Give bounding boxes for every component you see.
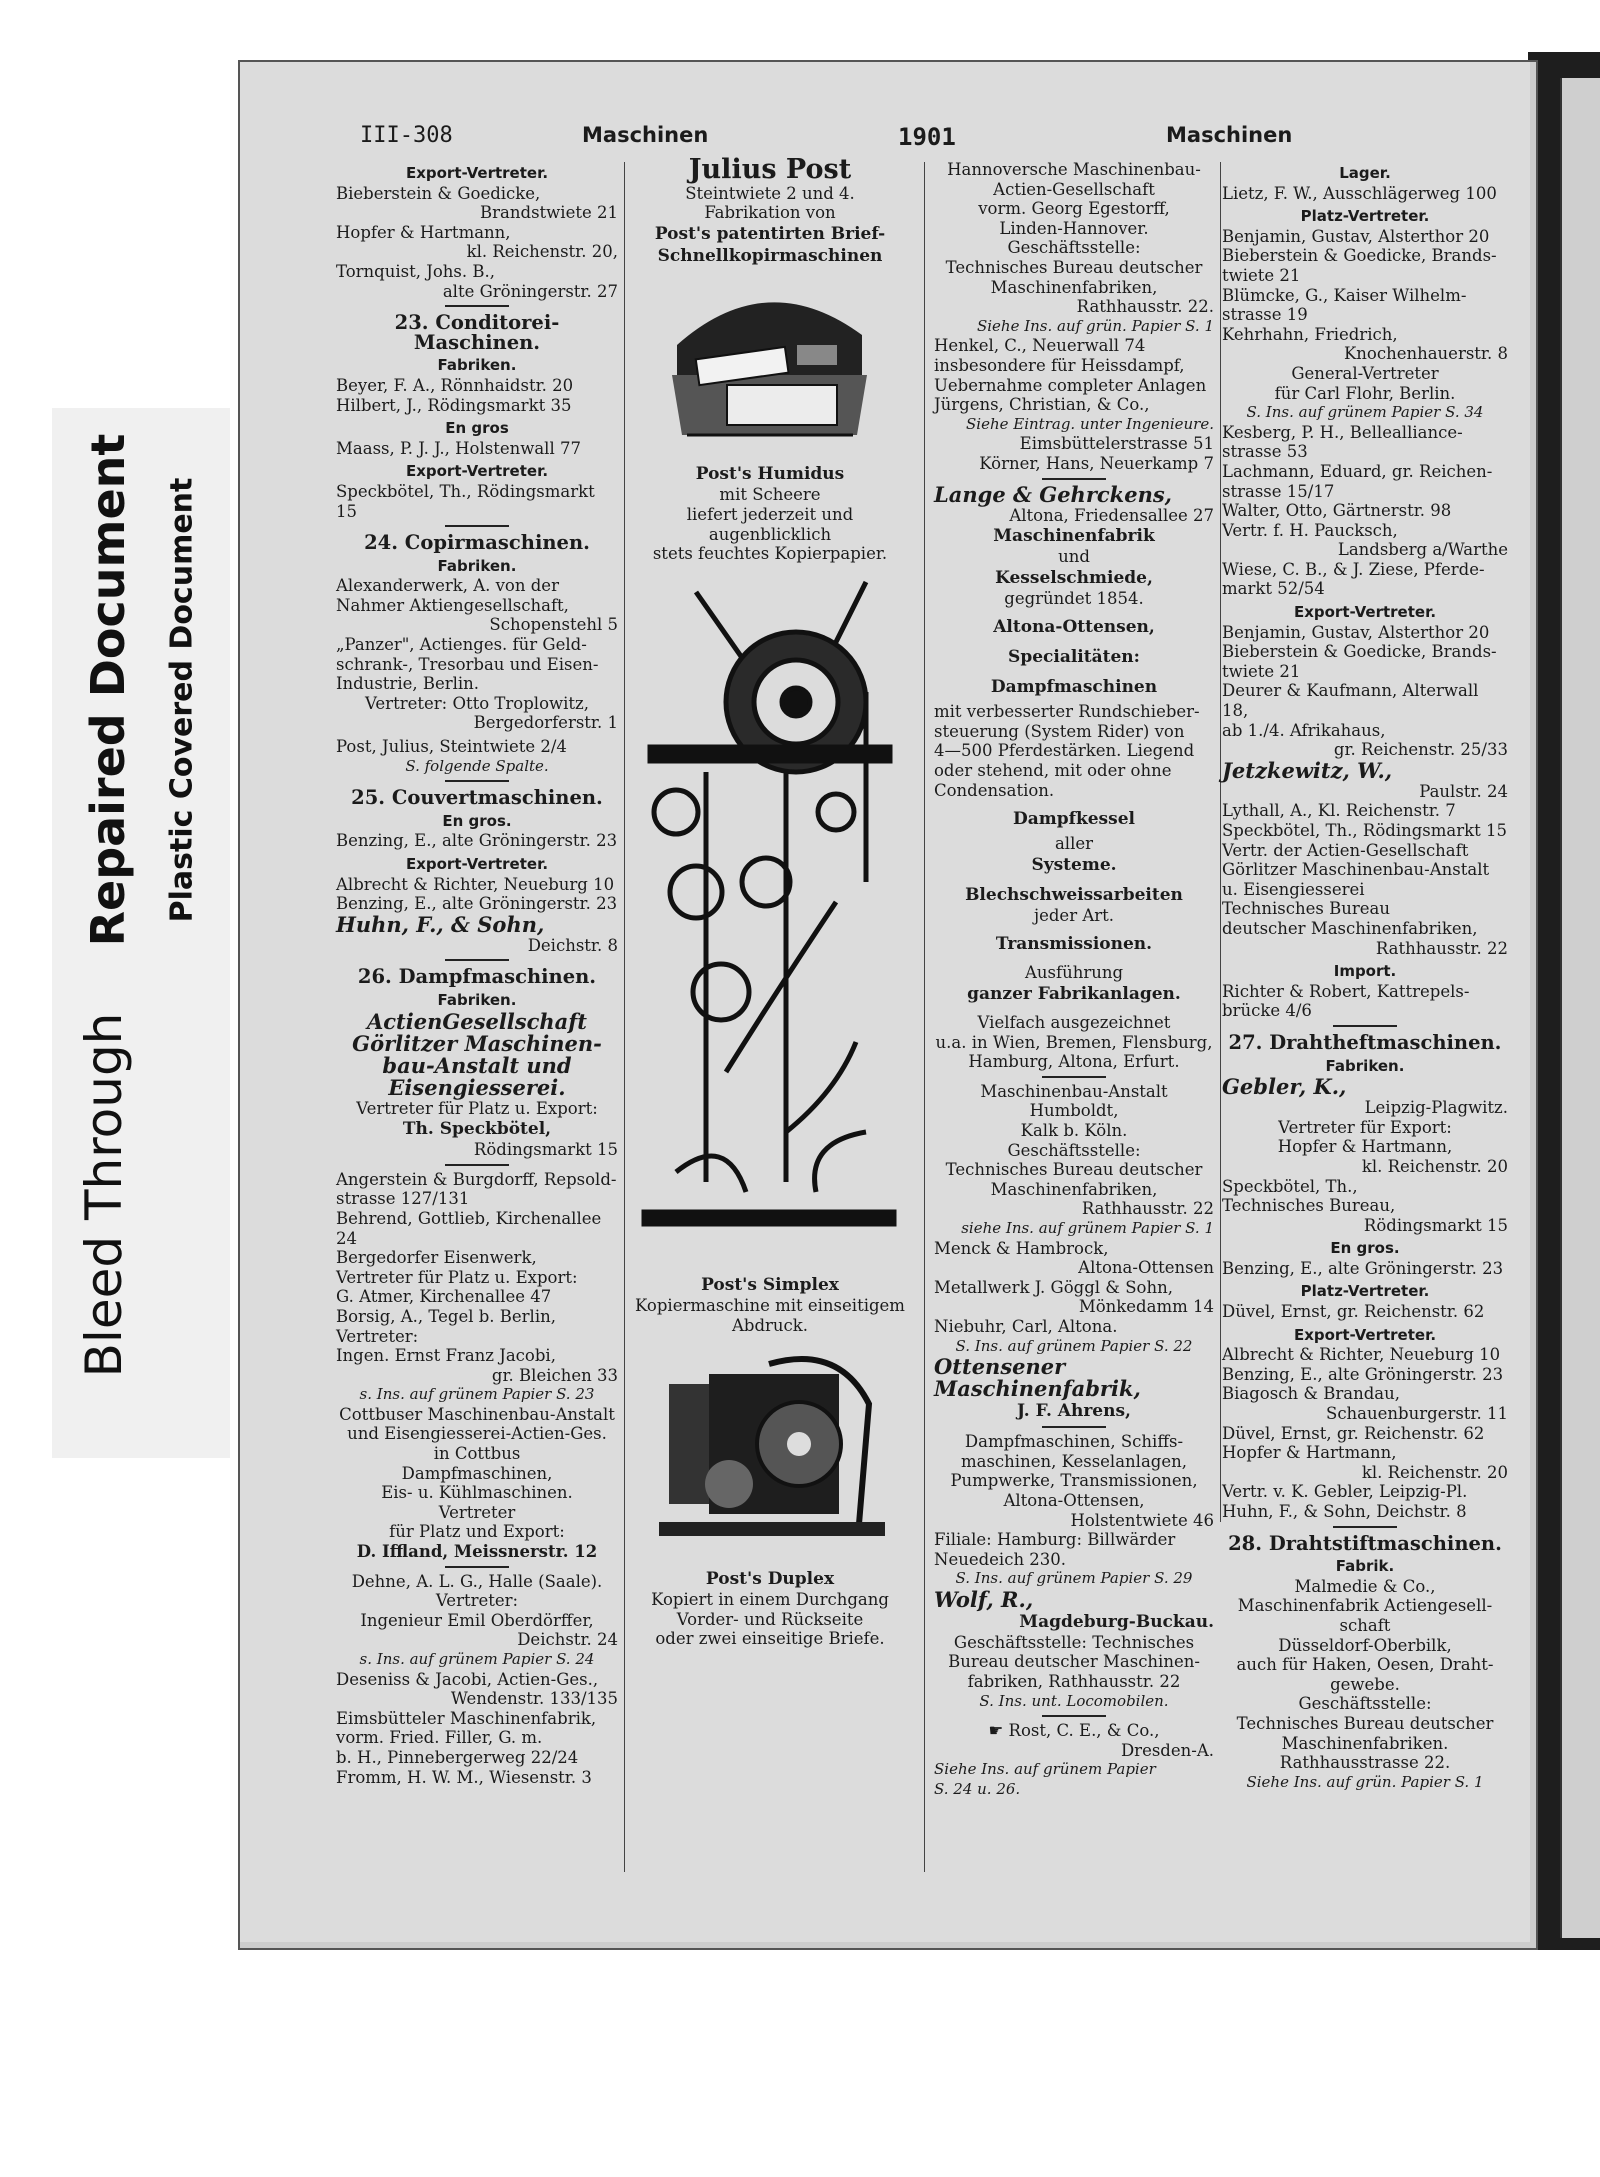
entry: Beyer, F. A., Rönnhaidstr. 20	[336, 375, 574, 395]
section-heading: 25. Couvertmaschinen.	[351, 786, 603, 810]
entry: Malmedie & Co., Maschinenfabrik Actiengesell- schaft Düsseldorf-Oberbilk, auch für Haken, Oesen, Draht- gewebe. Geschäftsstelle: Technisches Bureau deutscher Maschinenfabriken. Rathhausstrasse 22.	[1236, 1576, 1494, 1773]
entry-address: Leipzig-Plagwitz.	[1364, 1098, 1508, 1118]
advert-heading: Systeme.	[1031, 854, 1117, 875]
entry-address: Deichstr. 8	[527, 935, 618, 955]
entry: Lietz, F. W., Ausschlägerweg 100	[1222, 183, 1497, 203]
separator	[445, 1164, 509, 1166]
entry-address: Landsberg a/Warthe	[1337, 540, 1508, 560]
advert-address: Altona, Friedensallee 27	[1009, 505, 1214, 525]
entry-address: Mönkedamm 14	[1078, 1297, 1214, 1317]
advert-text: jeder Art.	[1033, 905, 1115, 925]
entry	[934, 1721, 1214, 1741]
entry: Speckbötel, Th., Technisches Bureau,	[1222, 1176, 1396, 1216]
entry: „Panzer", Actienges. für Geld- schrank-, Tresorbau und Eisen- Industrie, Berlin.	[336, 635, 599, 694]
section-heading: 28. Drahtstiftmaschinen.	[1228, 1531, 1502, 1555]
entry-address: gr. Reichenstr. 25/33	[1333, 740, 1508, 760]
entry-note: Siehe Ins. auf grünem Papier S. 24 u. 26.	[934, 1760, 1156, 1799]
entry-note: siehe Ins. auf grünem Papier S. 1	[961, 1218, 1214, 1237]
entry: Deseniss & Jacobi, Actien-Ges.,	[336, 1669, 599, 1689]
entry-address: kl. Reichenstr. 20	[1361, 1156, 1508, 1176]
entry: Dehne, A. L. G., Halle (Saale). Vertreter: Ingenieur Emil Oberdörffer,	[351, 1571, 603, 1630]
advert-heading: Maschinenfabrik	[993, 526, 1155, 547]
entry: Filiale: Hamburg: Billwärder Neuedeich 230.	[934, 1530, 1176, 1569]
entry-note: S. Ins. auf grünem Papier S. 22	[955, 1336, 1193, 1355]
advert-firm-name: Lange & Gehrckens,	[934, 481, 1172, 507]
entry-note: s. Ins. auf grünem Papier S. 24	[359, 1650, 595, 1668]
entry-address: alte Gröningerstr. 27	[442, 281, 618, 301]
advert-text: und	[1058, 547, 1090, 567]
entry-address: Rathhausstr. 22	[1375, 938, 1508, 958]
advert-text: aller	[1054, 834, 1094, 854]
entry: Hopfer & Hartmann,	[336, 222, 511, 242]
advert-address: Steintwiete 2 und 4.	[685, 183, 855, 203]
entry: General-Vertreter für Carl Flohr, Berlin.	[1274, 363, 1456, 403]
advert-text: Kopiert in einem Durchgang Vorder- und Rückseite oder zwei einseitige Briefe.	[651, 1590, 889, 1649]
entry-address: Altona-Ottensen	[1078, 1258, 1214, 1278]
advert-title: Julius Post	[688, 154, 852, 185]
pointing-hand-icon: ☛	[988, 1721, 1009, 1741]
section-heading: 23. Conditorei-Maschinen.	[394, 311, 560, 354]
separator	[445, 780, 509, 782]
subheading: Platz-Vertreter.	[1300, 207, 1430, 226]
separator	[445, 305, 509, 307]
advert-text: Ausführung	[1024, 963, 1124, 983]
entry: Alexanderwerk, A. von der Nahmer Aktiengesellschaft,	[336, 576, 569, 615]
year-heading: 1901	[898, 123, 956, 151]
entry: Maass, P. J. J., Holstenwall 77	[336, 438, 581, 458]
separator	[1042, 1715, 1106, 1717]
entry: Geschäftsstelle: Technisches Bureau deutscher Maschinen- fabriken, Rathhausstr. 22	[948, 1632, 1200, 1692]
entry: Düvel, Ernst, gr. Reichenstr. 62	[1222, 1302, 1485, 1322]
column-1	[336, 160, 618, 1787]
advert-product-line: Post's patentirten Brief- Schnellkopirmaschinen	[654, 223, 886, 266]
section-heading: 24. Copirmaschinen.	[364, 531, 590, 555]
entry: Eimsbütteler Maschinenfabrik, vorm. Fried. Filler, G. m. b. H., Pinnebergerweg 22/24 Fromm, H. W. M., Wiesenstr. 3	[336, 1708, 597, 1787]
advert-text: mit verbesserter Rundschieber- steuerung (System Rider) von 4—500 Pferdestärken. Liegend oder stehend, mit oder ohne Condensation.	[934, 702, 1200, 800]
entry-address: Rathhausstr. 22	[1081, 1199, 1214, 1219]
entry: Dampfmaschinen, Schiffs- maschinen, Kesselanlagen, Pumpwerke, Transmissionen, Altona-Ottensen,	[950, 1432, 1198, 1510]
entry: Wiese, C. B., & J. Ziese, Pferde- markt 52/54	[1222, 559, 1485, 599]
entry: Hannoversche Maschinenbau- Actien-Gesellschaft vorm. Georg Egestorff, Linden-Hannover. Geschäftsstelle: Technisches Bureau deutscher Maschinenfabriken,	[945, 160, 1203, 297]
advert-text: Kopiermaschine mit einseitigem Abdruck.	[635, 1296, 905, 1335]
entry-address: Schauenburgerstr. 11	[1326, 1404, 1508, 1424]
entry-address: Paulstr. 24	[1419, 781, 1508, 801]
subheading: Export-Vertreter.	[1293, 1325, 1437, 1344]
advert-heading: Blechschweissarbeiten	[965, 884, 1183, 905]
subheading: En gros	[445, 419, 509, 438]
entry: Vertreter für Platz u. Export:	[356, 1098, 598, 1118]
entry: Vertreter für Export: Hopfer & Hartmann,	[1277, 1117, 1453, 1157]
entry: Düvel, Ernst, gr. Reichenstr. 62 Hopfer & Hartmann,	[1222, 1423, 1485, 1463]
entry: Vertreter: Otto Troplowitz,	[365, 693, 589, 713]
entry-address: Rödingsmarkt 15	[473, 1140, 618, 1160]
entry: Benjamin, Gustav, Alsterthor 20 Bieberstein & Goedicke, Brands- twiete 21 Blümcke, G., Kaiser Wilhelm- strasse 19 Kehrhahn, Friedrich,	[1222, 226, 1497, 344]
advert-firm-name: Ottensener Maschinenfabrik,	[934, 1354, 1141, 1402]
subheading: Fabrik.	[1335, 1557, 1395, 1576]
entry: Cottbuser Maschinenbau-Anstalt und Eisengiesserei-Actien-Ges. in Cottbus Dampfmaschinen, Eis- u. Kühlmaschinen. Vertreter für Platz und Export:	[339, 1404, 615, 1542]
advert-text: Vielfach ausgezeichnet u.a. in Wien, Bremen, Flensburg, Hamburg, Altona, Erfurt.	[935, 1013, 1213, 1072]
entry: Benjamin, Gustav, Alsterthor 20 Bieberstein & Goedicke, Brands- twiete 21 Deurer & Kaufmann, Alterwall 18, ab 1./4. Afrikahaus,	[1222, 622, 1497, 740]
subheading: Import.	[1333, 962, 1397, 981]
copy-press-illustration	[657, 275, 883, 451]
separator	[1042, 1426, 1106, 1428]
advert-heading: Transmissionen.	[995, 934, 1153, 955]
separator	[445, 1566, 509, 1568]
entry-address: kl. Reichenstr. 20,	[466, 242, 618, 262]
separator	[445, 525, 509, 527]
advert-text: Fabrikation von	[704, 203, 836, 223]
subheading: Export-Vertreter.	[405, 164, 549, 182]
entry-note: s. Ins. auf grünem Papier S. 23	[359, 1385, 595, 1404]
subheading: En gros.	[442, 811, 512, 830]
advert-product-name: Post's Duplex	[705, 1569, 835, 1590]
entry-address: Dresden-A.	[1120, 1740, 1214, 1760]
entry: Albrecht & Richter, Neueburg 10 Benzing, E., alte Gröningerstr. 23 Biagosch & Brandau,	[1222, 1345, 1504, 1404]
subheading: Lager.	[1339, 164, 1391, 182]
advert-firm-name: Wolf, R.,	[934, 1586, 1034, 1612]
separator	[1042, 1076, 1106, 1078]
label-plastic-covered-document: Plastic Covered Document	[164, 477, 200, 923]
subheading: Fabriken.	[1325, 1056, 1405, 1075]
entry-note: Siehe Eintrag. unter Ingenieure.	[966, 414, 1214, 433]
entry: Albrecht & Richter, Neueburg 10 Benzing, E., alte Gröningerstr. 23	[336, 874, 618, 914]
page-number: III-308	[360, 123, 453, 148]
copying-machine-illustration	[636, 572, 904, 1262]
advert-heading: Specialitäten:	[1008, 647, 1140, 668]
label-repaired-document: Repaired Document	[81, 433, 135, 947]
advert-product-name: Post's Simplex	[701, 1275, 839, 1296]
label-bleed-through: Bleed Through	[75, 1012, 133, 1378]
advert-heading: Dampfkessel	[1013, 809, 1135, 830]
subheading: En gros.	[1330, 1239, 1400, 1258]
advert-heading: Altona-Ottensen,	[993, 617, 1155, 638]
subheading: Export-Vertreter.	[405, 855, 549, 873]
adjacent-page-edge	[1560, 78, 1600, 1938]
entry: Angerstein & Burgdorff, Repsold- strasse 127/131 Behrend, Gottlieb, Kirchenallee 24 Bergedorfer Eisenwerk, Vertreter für Platz u. Export: G. Atmer, Kirchenallee 47 Borsig, A., Tegel b. Berlin, Vertreter: Ingen. Ernst Franz Jacobi,	[336, 1169, 617, 1366]
column-2-advert	[624, 154, 916, 1649]
entry: Richter & Robert, Kattrepels- brücke 4/6	[1222, 981, 1470, 1021]
duplex-machine-illustration	[649, 1344, 891, 1556]
separator	[445, 959, 509, 961]
entry: Henkel, C., Neuerwall 74 insbesondere für Heissdampf, Uebernahme completer Anlagen Jürgens, Christian, & Co.,	[934, 336, 1207, 415]
entry-advert-name: Th. Speckbötel,	[402, 1119, 552, 1140]
entry-note: S. Ins. unt. Locomobilen.	[979, 1691, 1169, 1710]
running-title-left: Maschinen	[582, 123, 709, 147]
entry: Kesberg, P. H., Bellealliance- strasse 53 Lachmann, Eduard, gr. Reichen- strasse 15/17 Walter, Otto, Gärtnerstr. 98 Vertr. f. H. Paucksch,	[1222, 422, 1493, 540]
entry-address: Bergedorferstr. 1	[473, 713, 618, 733]
entry-address: Deichstr. 24	[517, 1630, 618, 1650]
entry-advert-name: Huhn, F., & Sohn,	[336, 911, 545, 937]
subheading: Fabriken.	[437, 356, 517, 375]
advert-text: mit Scheere liefert jederzeit und augenblicklich stets feuchtes Kopierpapier.	[652, 485, 888, 564]
advert-heading: Magdeburg-Buckau.	[1019, 1611, 1214, 1632]
advert-heading: J. F. Ahrens,	[1017, 1401, 1131, 1422]
column-4	[1222, 160, 1508, 1792]
entry: Bieberstein & Goedicke,	[336, 183, 541, 203]
running-title-right: Maschinen	[1166, 123, 1293, 147]
entry-address: Schopenstehl 5	[489, 615, 618, 635]
entry-address: Rathhausstr. 22.	[1076, 297, 1214, 317]
entry-advert-name: Gebler, K.,	[1222, 1074, 1347, 1100]
entry-firm: Rost, C. E., & Co.,	[1008, 1721, 1160, 1741]
entry: Maschinenbau-Anstalt Humboldt, Kalk b. Köln. Geschäftsstelle: Technisches Bureau deutscher Maschinenfabriken,	[945, 1081, 1203, 1199]
advert-heading: ganzer Fabrikanlagen.	[967, 984, 1181, 1005]
entry: Speckbötel, Th., Rödingsmarkt 15	[336, 481, 595, 521]
entry-advert-name: D. Iffland, Meissnerstr. 12	[356, 1542, 598, 1562]
entry-advert-name: ActienGesellschaft Görlitzer Maschinen- bau-Anstalt und Eisengiesserei.	[352, 1008, 602, 1100]
advert-heading: Kesselschmiede,	[995, 567, 1153, 588]
entry: Metallwerk J. Göggl & Sohn,	[934, 1277, 1173, 1297]
subheading: Fabriken.	[437, 990, 517, 1009]
entry-address: Rödingsmarkt 15	[1363, 1215, 1508, 1235]
entry: Benzing, E., alte Gröningerstr. 23	[1222, 1258, 1504, 1278]
subheading: Platz-Vertreter.	[1300, 1282, 1430, 1301]
entry: Lythall, A., Kl. Reichenstr. 7 Speckbötel, Th., Rödingsmarkt 15 Vertr. der Actien-Gesellschaft Görlitzer Maschinenbau-Anstalt u. Eisengiesserei Technisches Bureau deutscher Maschinenfabriken,	[1222, 801, 1507, 938]
entry: Eimsbüttelerstrasse 51 Körner, Hans, Neuerkamp 7	[979, 434, 1214, 473]
entry-address: Knochenhauerstr. 8	[1343, 344, 1508, 364]
entry-address: kl. Reichenstr. 20	[1361, 1462, 1508, 1482]
column-rule	[1220, 162, 1221, 1522]
subheading: Export-Vertreter.	[1293, 603, 1437, 622]
subheading: Fabriken.	[437, 556, 517, 575]
subheading: Export-Vertreter.	[405, 462, 549, 481]
entry: Benzing, E., alte Gröningerstr. 23	[336, 831, 618, 851]
entry-address: Wendenstr. 133/135	[450, 1689, 618, 1709]
entry: Vertr. v. K. Gebler, Leipzig-Pl. Huhn, F., & Sohn, Deichstr. 8	[1222, 1482, 1468, 1521]
entry-advert-name: Jetzkewitz, W.,	[1222, 757, 1393, 783]
entry-address: gr. Bleichen 33	[491, 1365, 618, 1385]
entry-address: Brandstwiete 21	[480, 203, 618, 223]
entry: Niebuhr, Carl, Altona.	[934, 1316, 1118, 1336]
section-heading: 27. Drahtheftmaschinen.	[1228, 1030, 1502, 1054]
separator	[1333, 1526, 1397, 1528]
entry-note: S. Ins. auf grünem Papier S. 34	[1246, 403, 1484, 422]
entry-note: S. Ins. auf grünem Papier S. 29	[955, 1569, 1193, 1588]
column-3	[934, 160, 1214, 1800]
section-heading: 26. Dampfmaschinen.	[357, 965, 597, 989]
entry-note: Siehe Ins. auf grün. Papier S. 1	[976, 316, 1214, 335]
entry-note: Siehe Ins. auf grün. Papier S. 1	[1246, 1772, 1484, 1791]
entry: Hilbert, J., Rödingsmarkt 35	[336, 395, 572, 415]
column-rule	[924, 162, 925, 1872]
separator	[1333, 1025, 1397, 1027]
entry: Post, Julius, Steintwiete 2/4	[336, 737, 567, 757]
advert-product-name: Post's Humidus	[695, 464, 845, 485]
entry-note: S. folgende Spalte.	[405, 756, 549, 775]
entry-address: Holstentwiete 46	[1070, 1510, 1214, 1530]
entry: Tornquist, Johs. B.,	[336, 261, 495, 281]
advert-text: gegründet 1854.	[1004, 588, 1144, 608]
advert-heading: Dampfmaschinen	[990, 677, 1158, 698]
entry: Menck & Hambrock,	[934, 1238, 1109, 1258]
separator	[1042, 478, 1106, 480]
